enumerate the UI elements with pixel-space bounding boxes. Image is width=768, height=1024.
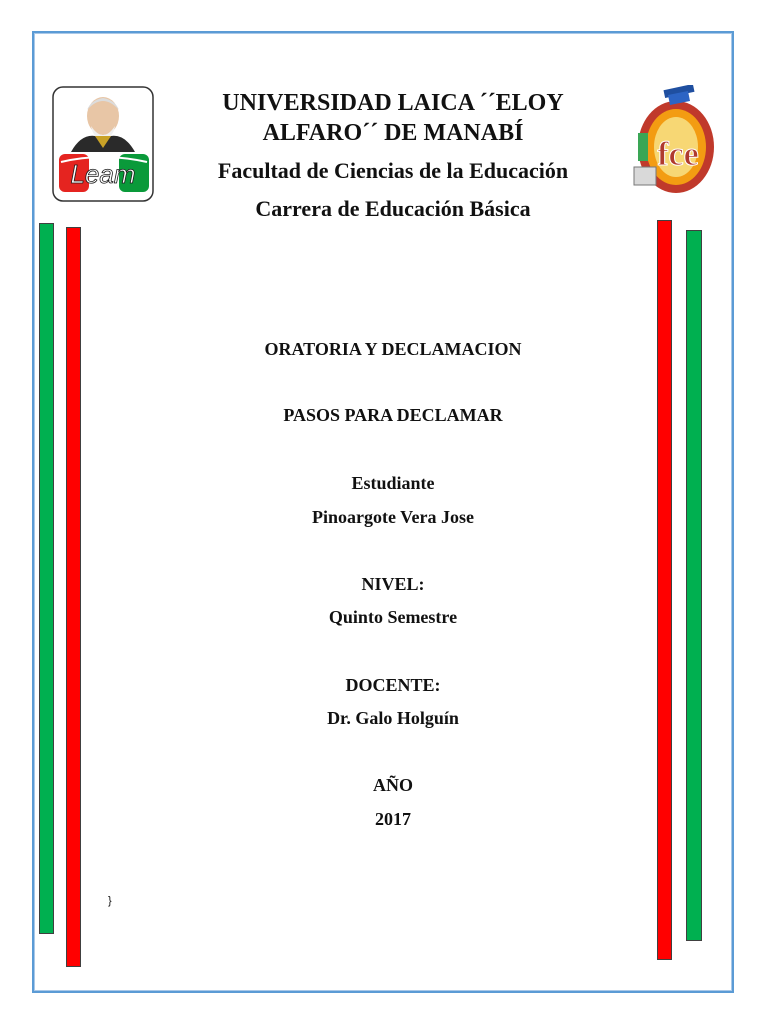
left-green-stripe xyxy=(39,223,54,934)
fce-logo-text: fce xyxy=(657,136,699,173)
year-value: 2017 xyxy=(375,809,411,829)
university-name-line2: ALFARO´´ DE MANABÍ xyxy=(262,120,524,146)
stray-mark: } xyxy=(108,895,112,907)
fce-faculty-logo-icon xyxy=(628,85,718,200)
uleam-logo-icon xyxy=(51,86,155,202)
faculty-name: Facultad de Ciencias de la Educación xyxy=(217,158,569,183)
teacher-label: DOCENTE: xyxy=(345,675,441,695)
year-label: AÑO xyxy=(373,775,413,795)
student-label: Estudiante xyxy=(351,473,435,493)
right-green-stripe xyxy=(686,230,702,941)
topic-title: PASOS PARA DECLAMAR xyxy=(283,405,503,425)
uleam-logo-text: Leam xyxy=(70,159,136,189)
level-label: NIVEL: xyxy=(361,574,425,594)
document-header xyxy=(180,88,606,222)
university-name-line1: UNIVERSIDAD LAICA ´´ELOY xyxy=(222,90,564,116)
right-red-stripe xyxy=(657,220,672,960)
level-value: Quinto Semestre xyxy=(328,607,458,627)
teacher-name: Dr. Galo Holguín xyxy=(327,708,459,728)
subject-title: ORATORIA Y DECLAMACION xyxy=(264,339,522,359)
left-red-stripe xyxy=(66,227,81,967)
career-name: Carrera de Educación Básica xyxy=(255,196,531,221)
student-name: Pinoargote Vera Jose xyxy=(312,507,474,527)
